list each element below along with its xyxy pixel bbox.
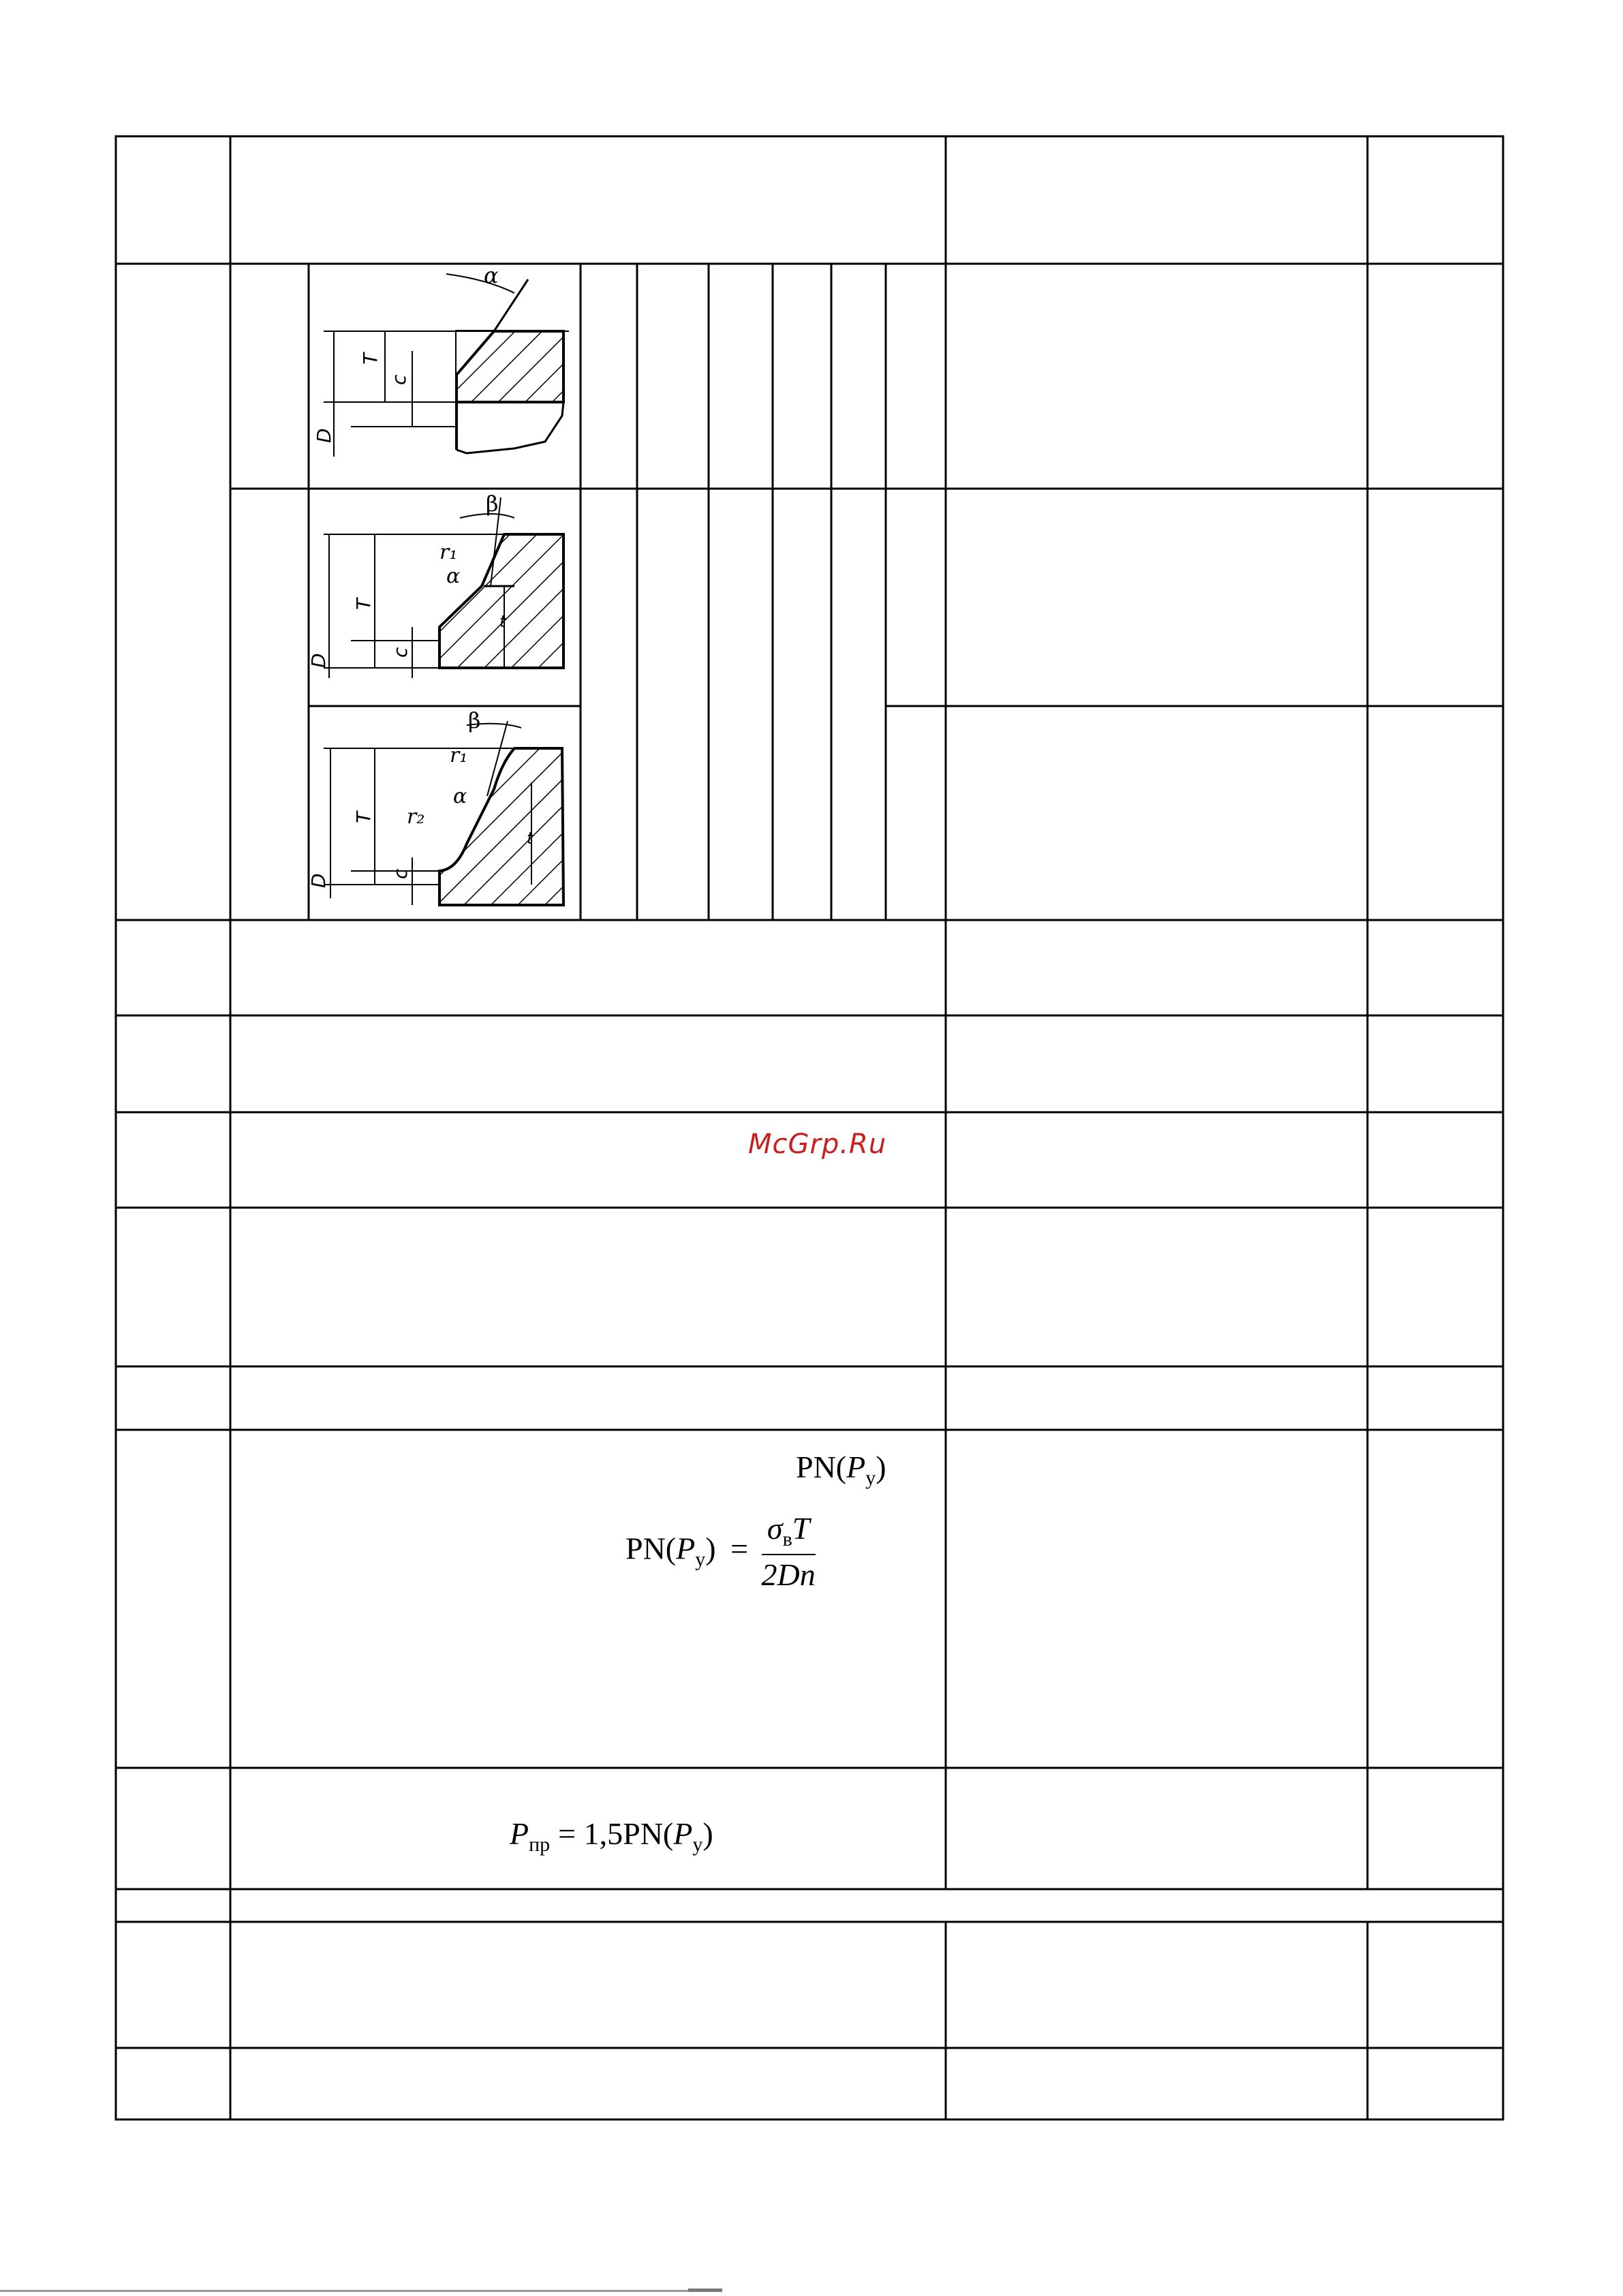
label-c: c — [389, 868, 412, 879]
label-c: c — [389, 647, 412, 658]
formula-sub: в — [782, 1528, 792, 1550]
formula-pn-label — [796, 1452, 886, 1488]
formula-var: 2Dn — [761, 1557, 816, 1592]
formula-text: ) — [705, 1531, 716, 1566]
label-T: T — [352, 811, 375, 823]
formula-text: = 1,5PN( — [558, 1816, 674, 1851]
label-D: D — [313, 428, 335, 443]
formula-var: P — [510, 1816, 529, 1851]
formula-text: ) — [876, 1450, 886, 1484]
label-t: t — [527, 829, 534, 848]
chamfer-drawing-1 — [310, 262, 579, 487]
label-D: D — [307, 873, 330, 888]
label-r2: r₂ — [407, 805, 425, 829]
label-T: T — [359, 352, 382, 365]
formula-test-pressure — [510, 1818, 713, 1855]
formula-fraction — [762, 1513, 816, 1591]
watermark-text: McGrp.Ru — [748, 1129, 887, 1160]
formula-sub: y — [695, 1548, 706, 1571]
label-r1: r₁ — [450, 744, 468, 767]
label-alpha: α — [484, 262, 499, 288]
page-bottom-mark — [688, 2289, 722, 2292]
label-T: T — [352, 598, 375, 610]
formula-var: T — [792, 1511, 810, 1546]
chamfer-drawing-3 — [307, 707, 579, 919]
chamfer-drawing-2 — [307, 491, 579, 705]
formula-pn-equation — [625, 1513, 816, 1591]
label-alpha: α — [446, 564, 461, 588]
label-alpha: α — [453, 784, 467, 808]
label-r1: r₁ — [439, 540, 458, 564]
formula-var: σ — [767, 1511, 783, 1546]
formula-var: P — [846, 1450, 866, 1484]
formula-sub: y — [865, 1467, 876, 1489]
label-t: t — [499, 612, 506, 631]
label-beta: β — [486, 491, 499, 517]
formula-var: P — [676, 1531, 696, 1566]
page-bottom-rule — [0, 2290, 722, 2292]
formula-text: PN( — [796, 1450, 847, 1484]
label-c: c — [388, 374, 410, 385]
formula-sub: пр — [529, 1833, 551, 1856]
formula-eq: = — [730, 1531, 749, 1566]
formula-text: ) — [702, 1816, 713, 1851]
label-D: D — [307, 653, 330, 668]
formula-text: PN( — [625, 1531, 677, 1566]
formula-var: P — [673, 1816, 693, 1851]
label-beta: β — [468, 707, 481, 733]
fraction-denominator — [762, 1555, 816, 1591]
fraction-numerator — [762, 1513, 816, 1555]
formula-sub: y — [692, 1833, 703, 1856]
